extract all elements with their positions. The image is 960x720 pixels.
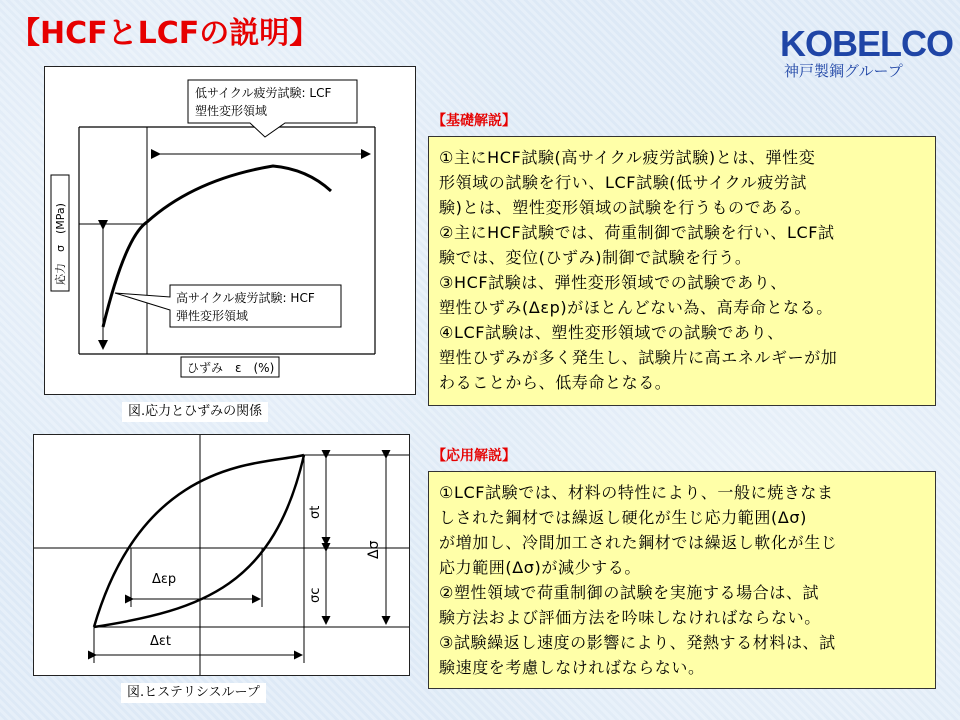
stress-strain-figure bbox=[44, 66, 416, 395]
x-axis-label: ひずみ ε (%) bbox=[187, 361, 275, 375]
lcf-callout-line1: 低サイクル疲労試験: LCF bbox=[195, 86, 332, 100]
basic-line: わることから、低寿命となる。 bbox=[439, 373, 672, 392]
lcf-callout-line2: 塑性変形領域 bbox=[195, 104, 268, 118]
stress-strain-diagram bbox=[45, 67, 415, 394]
basic-line: ②主にHCF試験では、荷重制御で試験を行い、LCF試 bbox=[439, 223, 835, 242]
basic-explanation-box bbox=[428, 136, 936, 406]
basic-line: ④LCF試験は、塑性変形領域での試験であり、 bbox=[439, 323, 784, 342]
applied-section-label: 【応用解説】 bbox=[432, 448, 516, 464]
applied-line: ②塑性領域で荷重制御の試験を実施する場合は、試 bbox=[439, 583, 820, 602]
sigma-c-label: σc bbox=[308, 587, 323, 603]
sigma-t-label: σt bbox=[308, 505, 323, 519]
basic-line: 験では、変位(ひずみ)制御で試験を行う。 bbox=[439, 248, 752, 267]
applied-line: ③試験繰返し速度の影響により、発熱する材料は、試 bbox=[439, 633, 836, 652]
hysteresis-diagram bbox=[34, 435, 409, 675]
basic-line: 塑性ひずみ(Δεp)がほとんどない為、高寿命となる。 bbox=[439, 298, 833, 317]
applied-line: 験方法および評価方法を吟味しなければならない。 bbox=[439, 608, 821, 627]
delta-et-label: Δεt bbox=[150, 634, 172, 649]
y-axis-label: 応力 σ (MPa) bbox=[54, 203, 67, 285]
delta-ep-label: Δεp bbox=[152, 572, 177, 587]
applied-line: 験速度を考慮しなければならない。 bbox=[439, 658, 705, 677]
basic-section-label: 【基礎解説】 bbox=[432, 113, 516, 129]
basic-line: ③HCF試験は、弾性変形領域での試験であり、 bbox=[439, 273, 787, 292]
page-title: 【HCFとLCFの説明】 bbox=[10, 16, 320, 51]
basic-line: ①主にHCF試験(高サイクル疲労試験)とは、弾性変 bbox=[439, 148, 816, 167]
basic-line: 塑性ひずみが多く発生し、試験片に高エネルギーが加 bbox=[439, 348, 838, 367]
figure1-caption: 図.応力とひずみの関係 bbox=[122, 402, 268, 422]
kobelco-logo bbox=[780, 23, 953, 82]
figure2-caption: 図.ヒステリシスループ bbox=[121, 683, 266, 703]
applied-line: 応力範囲(Δσ)が減少する。 bbox=[439, 558, 641, 577]
basic-line: 験)とは、塑性変形領域の試験を行うものである。 bbox=[439, 198, 812, 217]
hysteresis-figure bbox=[33, 434, 410, 676]
delta-sigma-label: Δσ bbox=[366, 540, 382, 559]
applied-explanation-box bbox=[428, 471, 936, 689]
applied-line: が増加し、冷間加工された鋼材では繰返し軟化が生じ bbox=[439, 533, 838, 552]
applied-line: ①LCF試験では、材料の特性により、一般に焼きなま bbox=[439, 483, 834, 502]
hcf-callout-line1: 高サイクル疲労試験: HCF bbox=[176, 291, 315, 305]
logo-subtitle: 神戸製鋼グループ bbox=[784, 62, 903, 80]
hcf-callout-line2: 弾性変形領域 bbox=[176, 309, 249, 323]
basic-line: 形領域の試験を行い、LCF試験(低サイクル疲労試 bbox=[439, 173, 808, 192]
logo-brand: KOBELCO bbox=[780, 23, 953, 64]
applied-line: しされた鋼材では繰返し硬化が生じ応力範囲(Δσ) bbox=[439, 508, 807, 527]
